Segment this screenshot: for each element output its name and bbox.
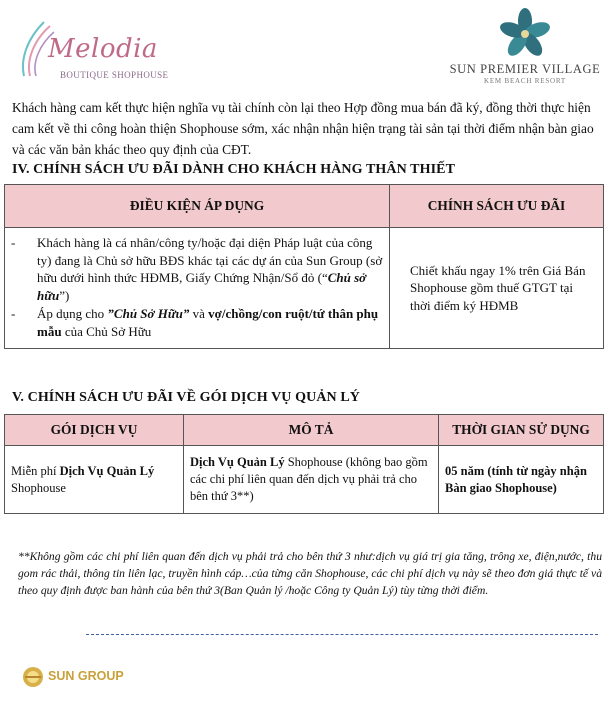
col-policy-header: CHÍNH SÁCH ƯU ĐÃI — [390, 185, 604, 228]
table-row — [5, 228, 604, 349]
description-cell: Dịch Vụ Quản Lý Shophouse (không bao gồm các chi phí liên quan đến dịch vụ phải trả cho bên thứ 3**) — [184, 446, 439, 514]
flower-icon — [498, 6, 552, 60]
footnote: **Không gồm các chi phí liên quan đến dịch vụ phải trả cho bên thứ 3 như:dịch vụ giá trị gia tăng, trông xe, điện,nước, thu gom rác thải, thông tin liên lạc, truyền hình cáp…của từng căn Shophouse, các chi phí dịch vụ này sẽ theo đơn giá thực tế và theo quy định được ban hành của bên thứ 3(Ban Quản lý /hoặc Công ty Quản Lý) tùy từng thời điểm. — [18, 550, 602, 597]
melodia-wordmark: Melodia — [48, 34, 158, 64]
sun-icon — [22, 666, 44, 688]
policy-cell: Chiết khấu ngay 1% trên Giá Bán Shophouse gồm thuế GTGT tại thời điểm ký HĐMB — [390, 228, 604, 349]
col-time-header: THỜI GIAN SỬ DỤNG — [439, 415, 604, 446]
dash-bullet: - — [11, 306, 16, 321]
service-package-table — [4, 414, 604, 514]
section-5-title: V. CHÍNH SÁCH ƯU ĐÃI VỀ GÓI DỊCH VỤ QUẢN LÝ — [12, 390, 360, 405]
page-header — [0, 0, 610, 92]
dashed-divider — [86, 634, 598, 635]
time-cell: 05 năm (tính từ ngày nhận Bàn giao Shophouse) — [439, 446, 604, 514]
loyalty-policy-table — [4, 184, 604, 349]
col-description-header: MÔ TẢ — [184, 415, 439, 446]
condition-item: - Áp dụng cho ”Chủ Sở Hữu” và vợ/chồng/con ruột/tứ thân phụ mẫu của Chủ Sở Hữu — [11, 306, 379, 339]
melodia-logo — [18, 18, 169, 84]
table-row — [5, 446, 604, 514]
condition-item: - Khách hàng là cá nhân/công ty/hoặc đại diện Pháp luật của công ty) đang là Chủ sở hữu BĐS khác tại các dự án của Sun Group (sở hữu dưới hình thức HĐMB, Giấy Chứng Nhận/Sổ đỏ (“Chủ sở hữu”) — [11, 235, 383, 303]
dash-bullet: - — [11, 235, 16, 250]
table-header-row — [5, 185, 604, 228]
col-conditions-header: ĐIỀU KIỆN ÁP DỤNG — [5, 185, 390, 228]
sun-group-wordmark: SUN GROUP — [48, 669, 124, 683]
intro-paragraph: Khách hàng cam kết thực hiện nghĩa vụ tài chính còn lại theo Hợp đồng mua bán đã ký, đồng thời thực hiện cam kết về thi công hoàn thiện Shophouse sớm, xác nhận nhận hiện trạng tài sản tại thời điểm nhận bàn giao và các văn bản khác theo quy định của CĐT. — [12, 100, 594, 157]
spv-name: SUN PREMIER VILLAGE — [449, 62, 601, 76]
table-header-row — [5, 415, 604, 446]
col-package-header: GÓI DỊCH VỤ — [5, 415, 184, 446]
package-cell: Miễn phí Dịch Vụ Quản Lý Shophouse — [5, 446, 184, 514]
melodia-subtitle: BOUTIQUE SHOPHOUSE — [60, 70, 169, 80]
section-4-title: IV. CHÍNH SÁCH ƯU ĐÃI DÀNH CHO KHÁCH HÀNG THÂN THIẾT — [12, 162, 456, 177]
conditions-cell — [5, 228, 390, 349]
spv-subtitle: KEM BEACH RESORT — [484, 77, 566, 85]
sun-premier-village-logo — [440, 6, 610, 92]
